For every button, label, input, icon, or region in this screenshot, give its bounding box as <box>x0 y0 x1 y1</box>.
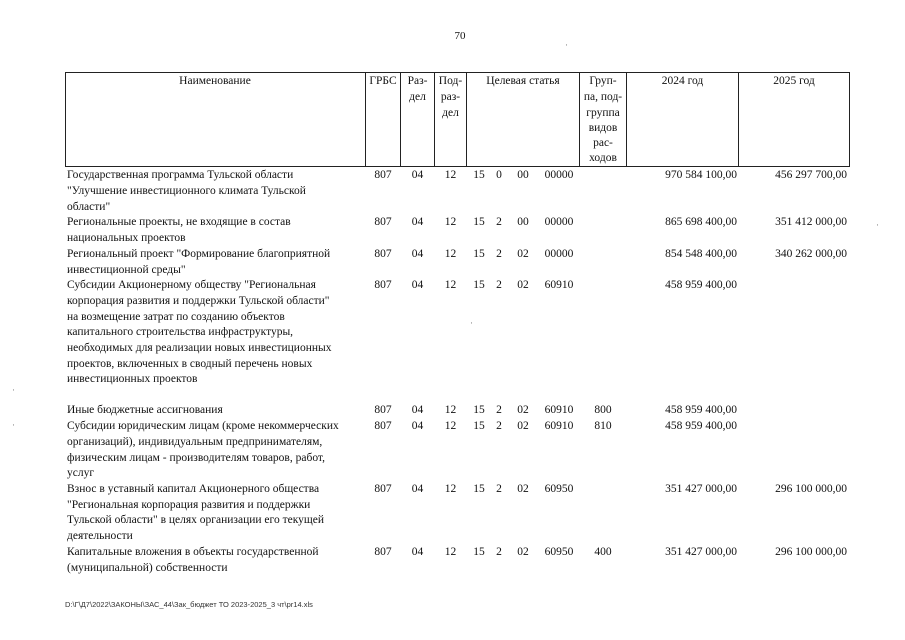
cell-razdel: 04 <box>411 483 424 495</box>
cell-2025: 456 297 700,00 <box>775 169 847 181</box>
row-name-line: Капитальные вложения в объекты государственной <box>67 546 319 558</box>
cell-razdel: 04 <box>411 279 424 291</box>
cell-target-1: 15 <box>473 216 485 228</box>
cell-target-4: 60950 <box>544 483 574 495</box>
header-name: Наименование <box>179 75 251 87</box>
cell-target-3: 02 <box>517 420 529 432</box>
row-name-line: (муниципальной) собственности <box>67 562 228 574</box>
cell-target-1: 15 <box>473 404 485 416</box>
header-group-3: группа <box>586 107 620 119</box>
cell-razdel: 04 <box>411 248 424 260</box>
cell-2024: 458 959 400,00 <box>665 420 737 432</box>
cell-2024: 351 427 000,00 <box>665 546 737 558</box>
header-podrazdel-2: раз- <box>440 91 461 103</box>
row-name-line: необходимых для реализации новых инвестиционных <box>67 342 332 354</box>
cell-group: 400 <box>594 546 612 558</box>
cell-target-1: 15 <box>473 483 485 495</box>
cell-target-4: 60910 <box>544 420 574 432</box>
cell-grbs: 807 <box>374 483 392 495</box>
scan-speck: · <box>565 40 568 50</box>
cell-target-3: 02 <box>517 404 529 416</box>
header-group-5: рас- <box>593 137 613 149</box>
footer-file-path: D:\Г\Д7\2022\ЗАКОНЫ\ЗАС_44\Зак_бюджет ТО 2023-2025_3 чт\pr14.xls <box>65 600 313 609</box>
row-name-line: Тульской области" в целях организации его текущей <box>67 514 324 526</box>
header-target: Целевая статья <box>486 75 560 87</box>
cell-2024: 854 548 400,00 <box>665 248 737 260</box>
row-name-line: "Региональная корпорация развития и поддержки <box>67 499 311 511</box>
cell-target-4: 60950 <box>544 546 574 558</box>
cell-razdel: 04 <box>411 169 424 181</box>
scan-speck: · <box>12 385 15 395</box>
cell-2024: 865 698 400,00 <box>665 216 737 228</box>
cell-2024: 351 427 000,00 <box>665 483 737 495</box>
cell-target-3: 02 <box>517 483 529 495</box>
cell-target-2: 2 <box>496 279 502 291</box>
cell-group: 800 <box>594 404 612 416</box>
cell-razdel: 04 <box>411 216 424 228</box>
cell-2025: 351 412 000,00 <box>775 216 847 228</box>
cell-target-2: 2 <box>496 483 502 495</box>
scan-speck: · <box>470 318 473 328</box>
row-name-line: организаций), индивидуальным предпринимателям, <box>67 436 323 448</box>
cell-podrazdel: 12 <box>444 546 457 558</box>
cell-grbs: 807 <box>374 248 392 260</box>
row-name-line: национальных проектов <box>67 232 186 244</box>
header-group-6: ходов <box>589 152 617 164</box>
row-name-line: Региональный проект "Формирование благоприятной <box>67 248 331 260</box>
header-podrazdel-1: Под- <box>438 75 463 87</box>
cell-target-2: 0 <box>496 169 502 181</box>
row-name-line: Субсидии Акционерному обществу "Региональная <box>67 279 316 291</box>
cell-target-2: 2 <box>496 546 502 558</box>
table-top-border <box>65 72 850 73</box>
row-name-line: инвестиционной среды" <box>67 264 186 276</box>
row-name-line: Субсидии юридическим лицам (кроме некоммерческих <box>67 420 339 432</box>
cell-target-4: 00000 <box>544 169 574 181</box>
row-name-line: Государственная программа Тульской области <box>67 169 294 181</box>
header-group-4: видов <box>588 122 618 134</box>
page-number: 70 <box>454 30 466 42</box>
cell-podrazdel: 12 <box>444 483 457 495</box>
cell-target-4: 00000 <box>544 216 574 228</box>
header-bottom-border <box>65 166 850 167</box>
cell-target-1: 15 <box>473 420 485 432</box>
cell-razdel: 04 <box>411 546 424 558</box>
cell-target-4: 00000 <box>544 248 574 260</box>
cell-target-2: 2 <box>496 216 502 228</box>
cell-2025: 296 100 000,00 <box>775 483 847 495</box>
cell-target-1: 15 <box>473 279 485 291</box>
cell-grbs: 807 <box>374 420 392 432</box>
cell-2024: 458 959 400,00 <box>665 404 737 416</box>
row-name-line: Иные бюджетные ассигнования <box>67 404 223 416</box>
scan-speck: · <box>12 420 15 430</box>
cell-2024: 458 959 400,00 <box>665 279 737 291</box>
cell-target-2: 2 <box>496 420 502 432</box>
row-name-line: Региональные проекты, не входящие в состав <box>67 216 291 228</box>
cell-group: 810 <box>594 420 612 432</box>
row-name-line: услуг <box>67 467 95 479</box>
cell-podrazdel: 12 <box>444 216 457 228</box>
row-name-line: инвестиционных проектов <box>67 373 198 385</box>
cell-grbs: 807 <box>374 404 392 416</box>
header-razdel-1: Раз- <box>407 75 428 87</box>
header-grbs: ГРБС <box>369 75 397 87</box>
cell-podrazdel: 12 <box>444 169 457 181</box>
cell-target-3: 00 <box>517 216 529 228</box>
cell-2025: 340 262 000,00 <box>775 248 847 260</box>
row-name-line: капитального строительства инфраструктуры, <box>67 326 294 338</box>
cell-podrazdel: 12 <box>444 248 457 260</box>
cell-podrazdel: 12 <box>444 404 457 416</box>
cell-razdel: 04 <box>411 404 424 416</box>
cell-grbs: 807 <box>374 546 392 558</box>
cell-podrazdel: 12 <box>444 420 457 432</box>
row-name-line: "Улучшение инвестиционного климата Тульской <box>67 185 306 197</box>
header-group-2: па, под- <box>583 91 623 103</box>
cell-target-1: 15 <box>473 169 485 181</box>
row-name-line: проектов, включенных в сводный перечень новых <box>67 358 313 370</box>
col-divider <box>849 72 850 167</box>
cell-target-3: 00 <box>517 169 529 181</box>
row-name-line: области" <box>67 201 111 213</box>
scan-speck: · <box>876 220 879 230</box>
cell-target-1: 15 <box>473 546 485 558</box>
cell-target-1: 15 <box>473 248 485 260</box>
header-2024: 2024 год <box>661 75 704 87</box>
cell-razdel: 04 <box>411 420 424 432</box>
cell-target-3: 02 <box>517 248 529 260</box>
cell-2024: 970 584 100,00 <box>665 169 737 181</box>
row-name-line: Взнос в уставный капитал Акционерного общества <box>67 483 320 495</box>
header-podrazdel-3: дел <box>442 107 459 119</box>
cell-target-4: 60910 <box>544 404 574 416</box>
cell-target-3: 02 <box>517 546 529 558</box>
cell-target-3: 02 <box>517 279 529 291</box>
row-name-line: корпорация развития и поддержки Тульской области" <box>67 295 330 307</box>
row-name-line: физическим лицам - производителям товаров, работ, <box>67 452 325 464</box>
row-name-line: на возмещение затрат по созданию объектов <box>67 311 285 323</box>
cell-target-4: 60910 <box>544 279 574 291</box>
cell-grbs: 807 <box>374 169 392 181</box>
cell-grbs: 807 <box>374 279 392 291</box>
row-name-line: деятельности <box>67 530 133 542</box>
cell-2025: 296 100 000,00 <box>775 546 847 558</box>
header-2025: 2025 год <box>773 75 815 87</box>
header-group-1: Груп- <box>589 75 617 87</box>
header-razdel-2: дел <box>409 91 426 103</box>
cell-target-2: 2 <box>496 404 502 416</box>
cell-podrazdel: 12 <box>444 279 457 291</box>
cell-grbs: 807 <box>374 216 392 228</box>
cell-target-2: 2 <box>496 248 502 260</box>
